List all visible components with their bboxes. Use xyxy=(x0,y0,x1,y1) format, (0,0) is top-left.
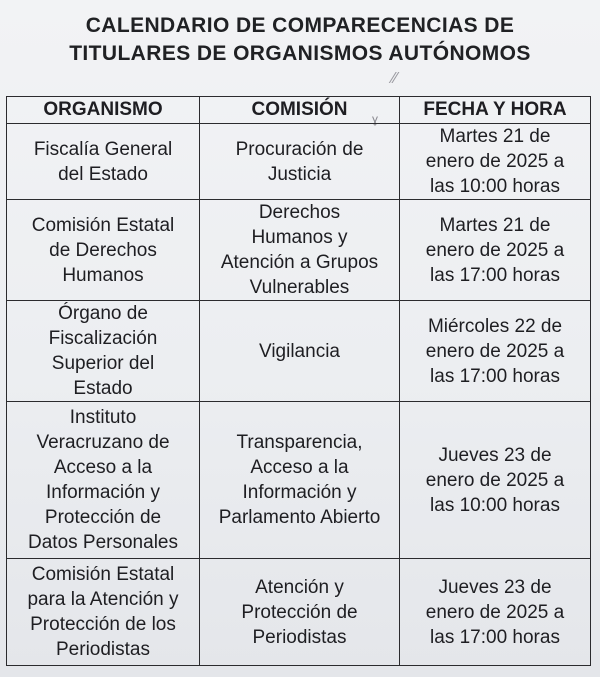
pen-mark: ɣ xyxy=(372,112,379,126)
table-row xyxy=(7,124,591,200)
cell-fecha-hora: Jueves 23 de enero de 2025 a las 10:00 horas xyxy=(400,402,591,559)
header-fecha-hora: FECHA Y HORA xyxy=(400,97,591,124)
title-line-2: TITULARES DE ORGANISMOS AUTÓNOMOS xyxy=(69,42,531,65)
cell-organismo: Comisión Estatal de Derechos Humanos xyxy=(7,200,200,301)
cell-organismo: Comisión Estatal para la Atención y Protección de los Periodistas xyxy=(7,559,200,666)
header-row xyxy=(7,97,591,124)
header-organismo: ORGANISMO xyxy=(7,97,200,124)
cell-comision: Procuración de Justicia xyxy=(200,124,400,200)
header-comision: COMISIÓN xyxy=(200,97,400,124)
cell-organismo: Órgano de Fiscalización Superior del Estado xyxy=(7,301,200,402)
table-row xyxy=(7,559,591,666)
cell-fecha-hora: Martes 21 de enero de 2025 a las 10:00 horas xyxy=(400,124,591,200)
cell-comision: Atención y Protección de Periodistas xyxy=(200,559,400,666)
cell-fecha-hora: Martes 21 de enero de 2025 a las 17:00 horas xyxy=(400,200,591,301)
cell-fecha-hora: Miércoles 22 de enero de 2025 a las 17:00 horas xyxy=(400,301,591,402)
table-row xyxy=(7,200,591,301)
document-title xyxy=(0,12,600,68)
handwritten-mark: ⁄⁄ xyxy=(392,70,398,87)
cell-fecha-hora: Jueves 23 de enero de 2025 a las 17:00 horas xyxy=(400,559,591,666)
table-row xyxy=(7,402,591,559)
cell-organismo: Instituto Veracruzano de Acceso a la Información y Protección de Datos Personales xyxy=(7,402,200,559)
cell-comision: Transparencia, Acceso a la Información y Parlamento Abierto xyxy=(200,402,400,559)
cell-comision: Vigilancia xyxy=(200,301,400,402)
schedule-table xyxy=(6,96,591,666)
cell-comision: Derechos Humanos y Atención a Grupos Vulnerables xyxy=(200,200,400,301)
table-row xyxy=(7,301,591,402)
cell-organismo: Fiscalía General del Estado xyxy=(7,124,200,200)
title-line-1: CALENDARIO DE COMPARECENCIAS DE xyxy=(85,14,515,37)
